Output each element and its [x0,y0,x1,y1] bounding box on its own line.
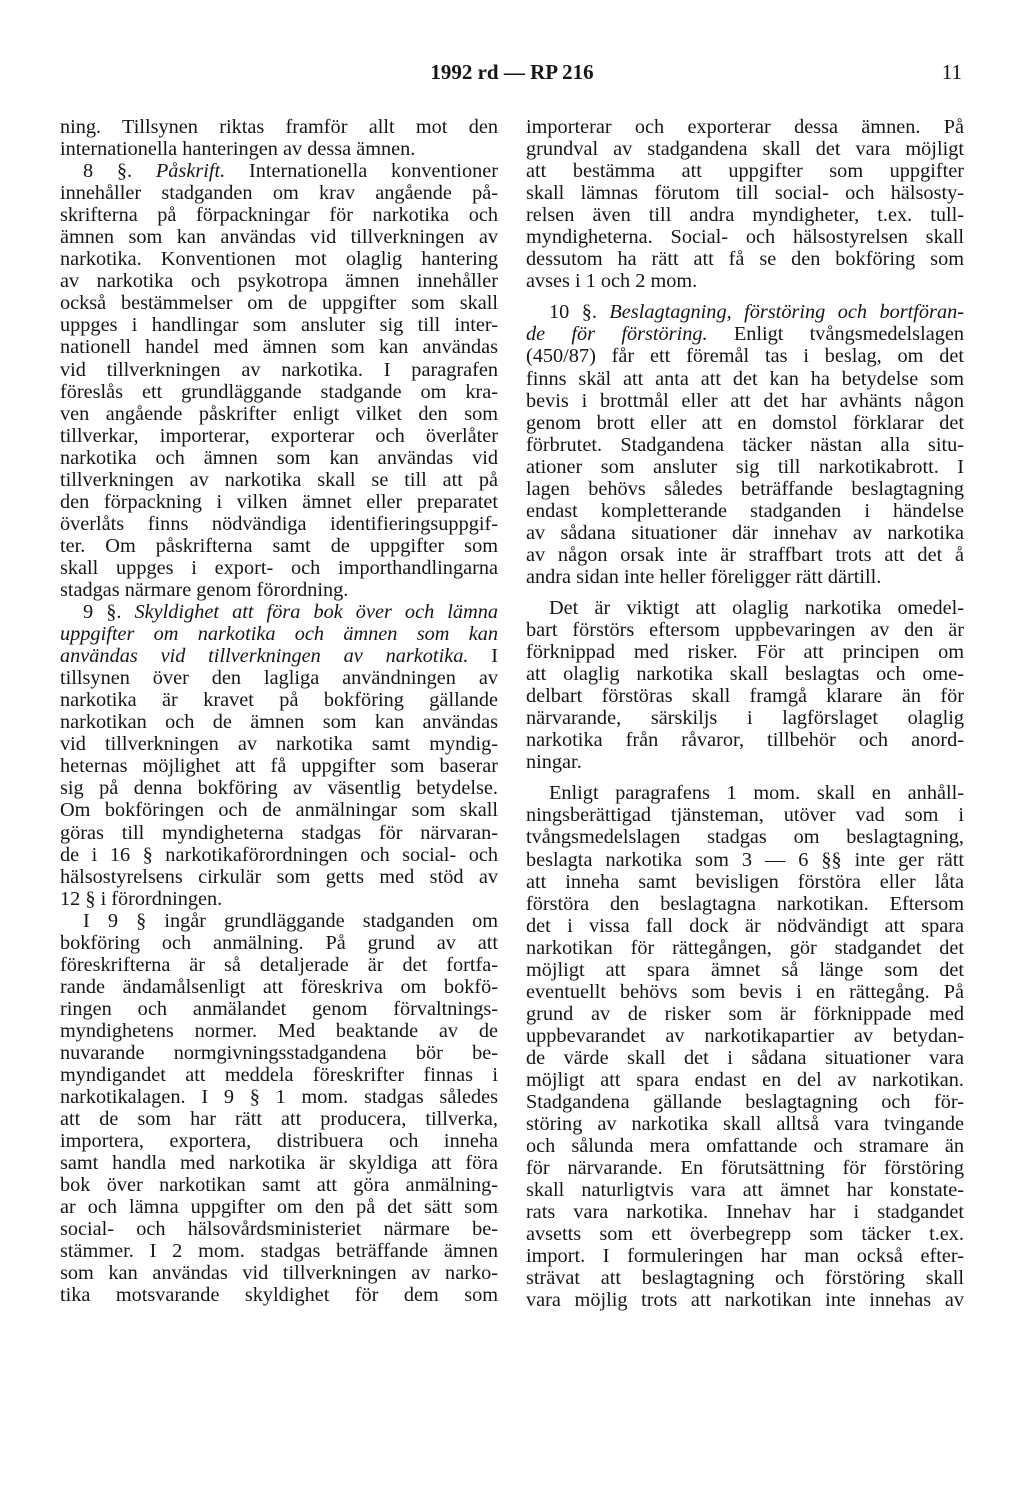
text-line: Det är viktigt att olaglig narkotika omedel- [549,596,964,619]
text-line: vara möjlig trots att narkotikan inte innehas av [526,1289,964,1312]
text-line: de värde skall det i sådana situationer vara [526,1046,964,1069]
text-line: nuvarande normgivningsstadgandena bör be- [60,1041,498,1064]
page-header [0,60,1024,90]
text-line: strävat att beslagtagning och förstöring skall [526,1267,964,1290]
text-line: lagen behövs således beträffande beslagtagning [526,477,964,500]
text-line: myndigheterna. Social- och hälsostyrelsen skall [526,226,964,249]
text-line: uppges i handlingar som ansluter sig till inter- [60,314,498,337]
text-line: narkotikan för rättegången, gör stadgandet det [526,936,964,959]
section-9-heading: Skyldighet att föra bok över och lämna [134,601,498,624]
left-column [60,116,498,1307]
text-line: ter. Om påskrifterna samt de uppgifter som [60,534,498,557]
text-line: avsetts som ett överbegrepp som täcker t.ex. [526,1223,964,1246]
paragraph-intro [60,116,498,160]
section-10-heading: de för förstöring. [526,323,708,346]
section-9-heading-line [60,601,498,623]
text-line: ven angående påskrifter enligt vilket den som [60,402,498,425]
section-8-heading-line [60,160,498,182]
text-line: som kan användas vid tillverkningen av narko- [60,1262,498,1285]
text-fragment: Enligt tvångsmedelslagen [707,323,964,346]
section-8-heading: Påskrift. [155,160,226,183]
text-line: tillsynen över den lagliga användningen av [60,667,498,690]
text-line: innehåller stadganden om krav angående på- [60,182,498,205]
text-line: möjligt att spara endast en del av narkotikan. [526,1068,964,1091]
text-line: skall lämnas förutom till social- och hälsosty- [526,182,964,205]
text-line: internationella hanteringen av dessa ämnen. [60,138,416,161]
section-10-paragraph [526,301,964,588]
text-line: uppbevarandet av narkotikapartier av betydan- [526,1024,964,1047]
text-line: endast kompletterande stadganden i händelse [526,499,964,522]
text-line: förstöra den beslagtagna narkotikan. Eftersom [526,892,964,915]
text-line: och sålunda mera omfattande och stramare än [526,1135,964,1158]
text-line: att bestämma att uppgifter som uppgifter [526,160,964,183]
text-line: vid tillverkningen av narkotika. I paragrafen [60,358,498,381]
text-line: skrifterna på förpackningar för narkotika och [60,204,498,227]
text-line: finns skäl att anta att det kan ha betydelse som [526,367,964,390]
section-9-paragraph [60,601,498,910]
text-line: narkotika. Konventionen mot olaglig hantering [60,248,498,271]
text-line: narkotika och ämnen som kan användas vid [60,446,498,469]
paragraph-destruction [526,597,964,773]
text-line: överlåts finns nödvändiga identifieringsuppgif- [60,512,498,535]
text-line: Om bokföringen och de anmälningar som skall [60,799,498,822]
text-line: vid tillverkningen av narkotika samt myndig- [60,733,498,756]
text-line: ning. Tillsynen riktas framför allt mot den [60,116,498,138]
text-line: föreskrifterna är så detaljerade är det fortfa- [60,953,498,976]
text-line: rats vara narkotika. Innehav har i stadgandet [526,1201,964,1224]
text-line: bok över narkotikan samt att göra anmälning- [60,1174,498,1197]
text-line: dessutom ha rätt att få se den bokföring som [526,248,964,271]
section-10-heading: Beslagtagning, förstöring och bortföran- [609,301,964,324]
section-10-heading-line [526,323,964,345]
text-line: Enligt paragrafens 1 mom. skall en anhåll- [549,782,964,805]
text-fragment: Internationella konventioner [225,160,498,183]
text-line: att de som har rätt att producera, tillverka, [60,1108,498,1131]
text-line: heternas möjlighet att få uppgifter som baserar [60,755,498,778]
text-line: göras till myndigheterna stadgas för närvaran- [60,821,498,844]
text-line: ationer som ansluter sig till narkotikabrott. I [526,455,964,478]
text-line: också bestämmelser om de uppgifter som skall [60,292,498,315]
text-line: bart förstörs eftersom uppbevaringen av den är [526,619,964,642]
text-line: myndighetens normer. Med beaktande av de [60,1019,498,1042]
section-9-heading-line [60,645,498,667]
text-line: tillverkar, importerar, exporterar och överlåter [60,424,498,447]
text-line: andra sidan inte heller föreligger rätt därtill. [526,565,882,588]
section-10-number: 10 §. [549,301,610,324]
text-line: myndigandet att meddela föreskrifter finnas i [60,1064,498,1087]
section-8-number: 8 §. [83,160,156,183]
text-line: ämnen som kan användas vid tillverkningen av [60,226,498,249]
text-line: eventuellt behövs som bevis i en rättegång. På [526,980,964,1003]
right-column [526,116,964,1311]
text-line: nationell handel med ämnen som kan användas [60,336,498,359]
text-line: relsen även till andra myndigheter, t.ex. tull- [526,204,964,227]
text-line: för närvarande. En förutsättning för förstöring [526,1157,964,1180]
text-line: stämmer. I 2 mom. stadgas beträffande ämnen [60,1240,498,1263]
text-line: import. I formuleringen har man också efter- [526,1245,964,1268]
text-line: skall naturligtvis vara att ämnet har konstate- [526,1179,964,1202]
text-line: skall uppges i export- och importhandlingarna [60,556,498,579]
text-line: möjligt att spara ämnet så länge som det [526,958,964,981]
text-line: (450/87) får ett föremål tas i beslag, om det [526,345,964,368]
text-line: tvångsmedelslagen stadgas om beslagtagning, [526,826,964,849]
paragraph-continuation [526,116,964,292]
text-line: störing av narkotika skall alltså vara tvingande [526,1113,964,1136]
text-line: grund av de risker som är förknippade med [526,1002,964,1025]
text-line: social- och hälsovårdsministeriet närmare be- [60,1218,498,1241]
text-line: rande ändamålsenligt att föreskriva om bokfö- [60,975,498,998]
text-line: narkotika är kravet på bokföring gällande [60,689,498,712]
section-10-heading-line [526,301,964,323]
text-line: sig på denna bokföring av väsentlig betydelse. [60,777,498,800]
text-line: importera, exportera, distribuera och inneha [60,1130,498,1153]
text-line: närvarande, särskiljs i lagförslaget olaglig [526,707,964,730]
text-line: avses i 1 och 2 mom. [526,270,698,293]
text-line: tika motsvarande skyldighet för dem som [60,1284,498,1307]
paragraph-mom-1 [526,782,964,1311]
text-line: föreslås ett grundläggande stadgande om kra- [60,380,498,403]
section-9-heading: uppgifter om narkotika och ämnen som kan [60,623,498,646]
text-line: samt handla med narkotika är skyldiga att föra [60,1152,498,1175]
text-line: förbrutet. Stadgandena täcker nästan alla situ- [526,433,964,456]
page-number: 11 [941,60,962,84]
text-line: hälsostyrelsens cirkulär som getts med stöd av [60,865,498,888]
text-line: stadgas närmare genom förordning. [60,578,349,601]
text-line: ningsberättigad tjänsteman, utöver vad som i [526,804,964,827]
text-line: genom brott eller att en domstol förklarar det [526,411,964,434]
text-line: grundval av stadgandena skall det vara möjligt [526,138,964,161]
text-line: I 9 § ingår grundläggande stadganden om [83,909,498,932]
text-line: narkotikan och de ämnen som kan användas [60,711,498,734]
text-line: 12 § i förordningen. [60,887,223,910]
text-line: importerar och exporterar dessa ämnen. På [526,116,964,138]
text-line: tillverkningen av narkotika skall se till att på [60,468,498,491]
text-line: ringen och anmälandet genom förvaltnings- [60,997,498,1020]
text-line: den förpackning i vilken ämnet eller preparatet [60,490,498,513]
text-line: delbart förstöras skall framgå klarare än för [526,685,964,708]
section-9-number: 9 §. [83,601,135,624]
text-line: av narkotika och psykotropa ämnen innehåller [60,270,498,293]
text-line: de i 16 § narkotikaförordningen och social- och [60,843,498,866]
text-line: ar och lämna uppgifter om den på det sätt som [60,1196,498,1219]
text-line: att inneha samt bevisligen förstöra eller låta [526,870,964,893]
text-line: bevis i brottmål eller att det har avhänts någon [526,389,964,412]
text-line: det i vissa fall dock är nödvändigt att spara [526,914,964,937]
text-fragment: I [468,645,499,668]
text-line: narkotikalagen. I 9 § 1 mom. stadgas således [60,1086,498,1109]
text-line: beslagta narkotika som 3 — 6 §§ inte ger rätt [526,848,964,871]
paragraph-bookkeeping [60,910,498,1307]
section-8-paragraph [60,160,498,601]
text-line: narkotika från råvaror, tillbehör och anord- [526,729,964,752]
text-line: ningar. [526,751,582,774]
text-line: av någon orsak inte är straffbart trots att det å [526,543,964,566]
text-line: av sådana situationer där innehav av narkotika [526,521,964,544]
section-9-heading: användas vid tillverkningen av narkotika. [60,645,469,668]
text-line: att olaglig narkotika skall beslagtas och ome- [526,663,964,686]
running-header-title: 1992 rd — RP 216 [430,60,594,84]
text-line: bokföring och anmälning. På grund av att [60,931,498,954]
text-line: förknippad med risker. För att principen om [526,641,964,664]
text-line: Stadgandena gällande beslagtagning och för- [526,1091,964,1114]
